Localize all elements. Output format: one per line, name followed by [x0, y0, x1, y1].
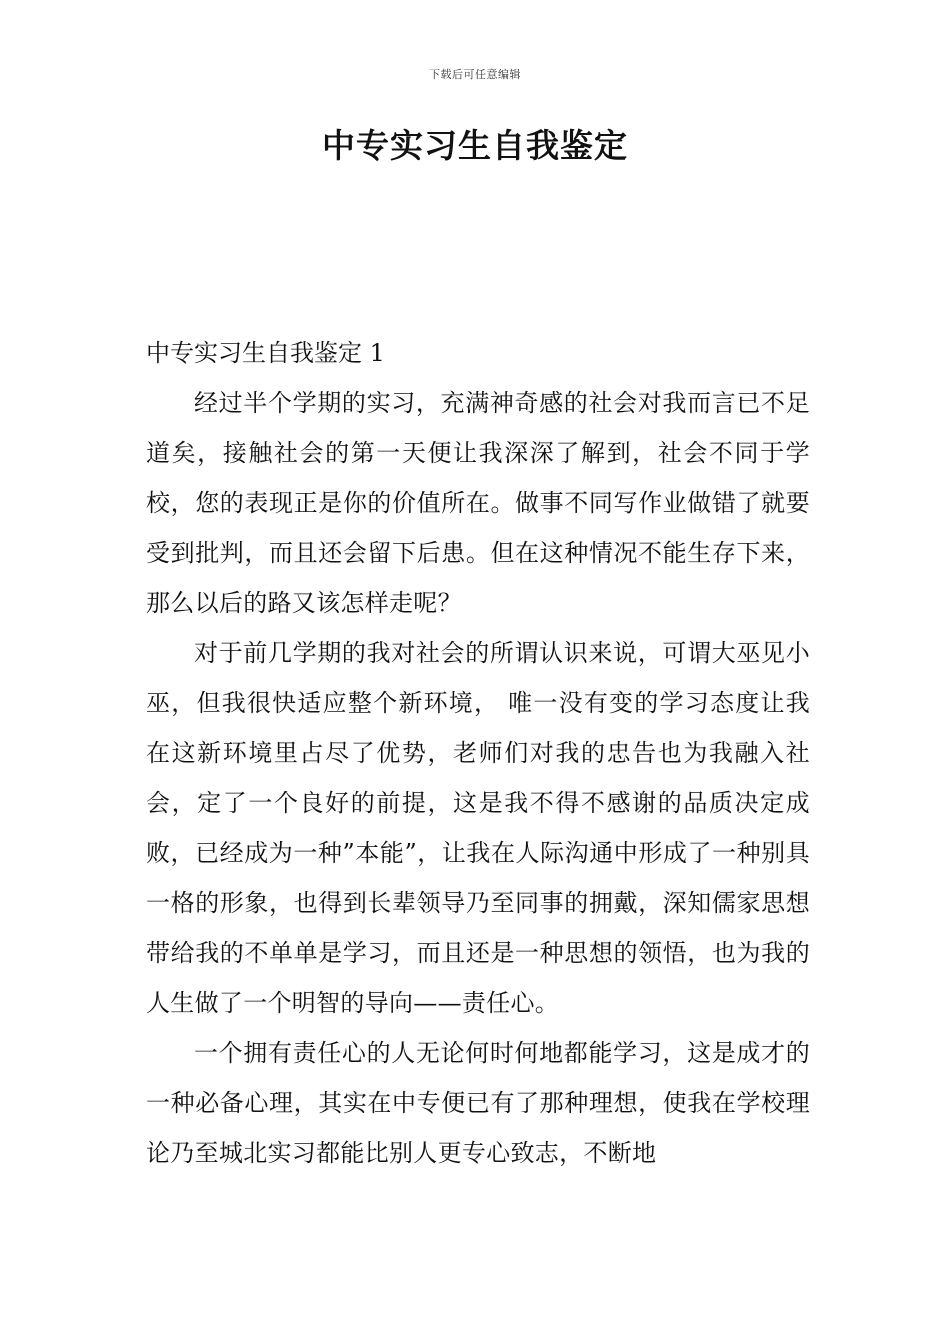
document-title: 中专实习生自我鉴定 — [322, 126, 628, 165]
paragraph-3: 一个拥有责任心的人无论何时何地都能学习，这是成才的一种必备心理，其实在中专便已有了那种理想，使我在学校理论乃至城北实习都能比别人更专心致志，不断地 — [146, 1039, 810, 1167]
page-header-note: 下载后可任意编辑 — [429, 68, 521, 81]
paragraph-2: 对于前几学期的我对社会的所谓认识来说，可谓大巫见小巫，但我很快适应整个新环境， 唯一没有变的学习态度让我在这新环境里占尽了优势，老师们对我的忠告也为我融入社会，定了一个良好的前提，这是我不得不感谢的品质决定成败，已经成为一种”本能”，让我在人际沟通中形成了一种别具一格的形象，也得到长辈领导乃至同事的拥戴，深知儒家思想带给我的不单单是学习，而且还是一种思想的领悟，也为我的人生做了一个明智的导向——责任心。 — [146, 639, 810, 1017]
section-heading: 中专实习生自我鉴定 1 — [146, 339, 385, 367]
document-body — [146, 328, 810, 1178]
paragraph-1: 经过半个学期的实习，充满神奇感的社会对我而言已不足道矣，接触社会的第一天便让我深深了解到，社会不同于学校，您的表现正是你的价值所在。做事不同写作业做错了就要受到批判，而且还会留下后患。但在这种情况不能生存下来，那么以后的路又该怎样走呢？ — [146, 389, 810, 617]
